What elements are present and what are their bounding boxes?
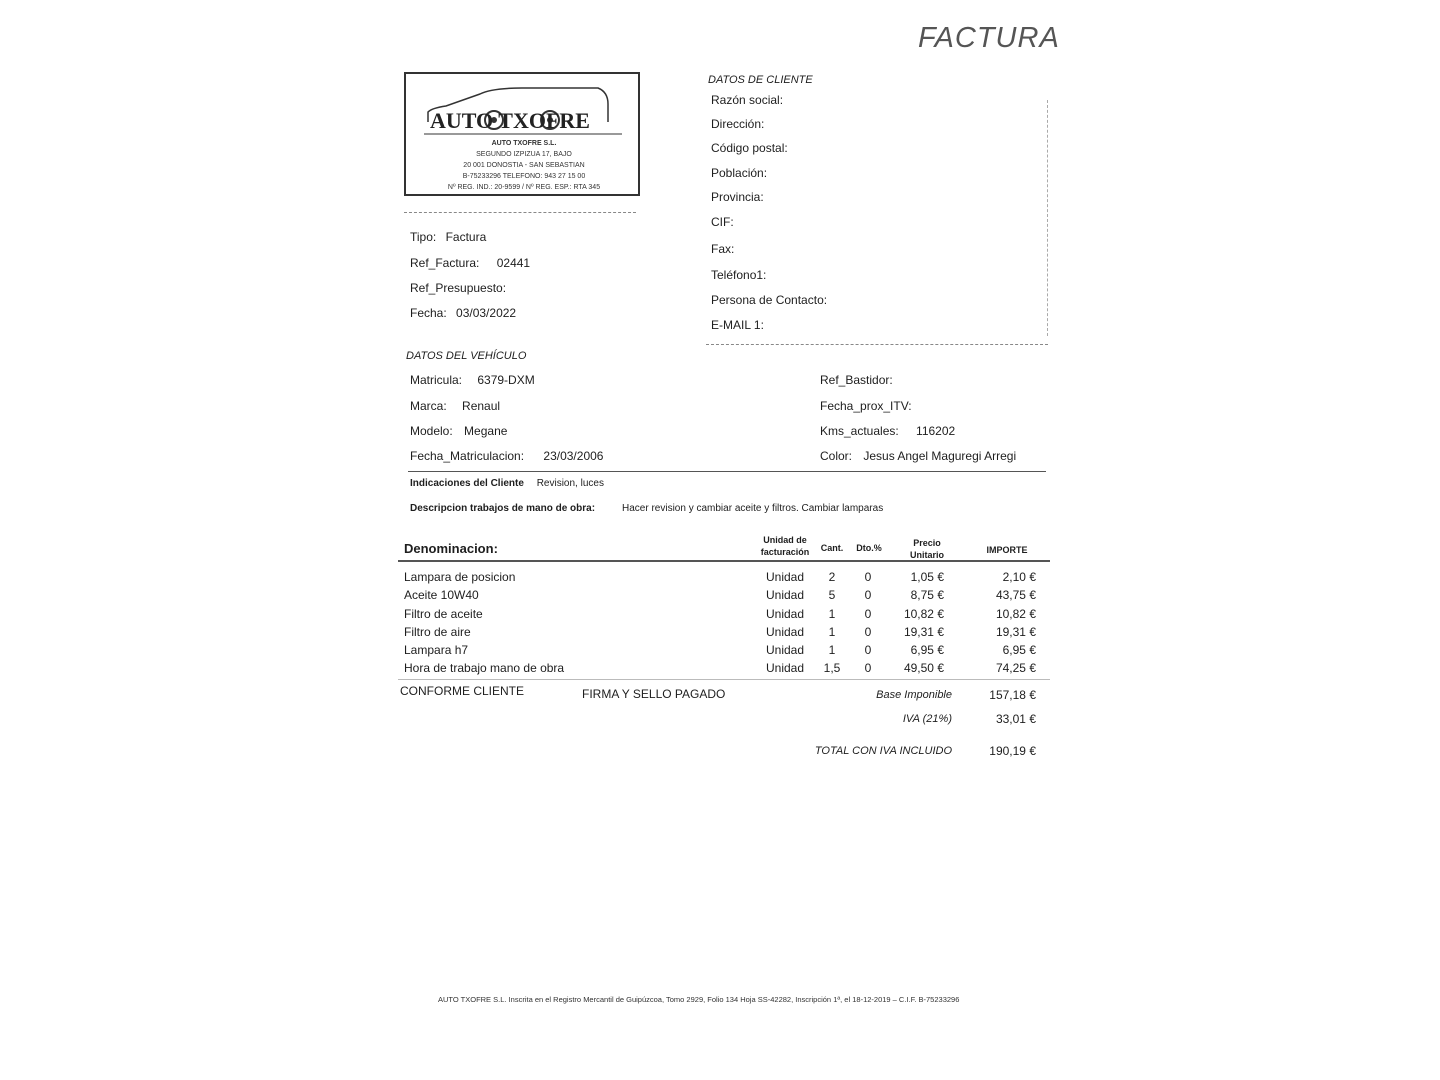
item-amount: 19,31 € [995,625,1036,639]
item-unit: Unidad [766,570,805,584]
modelo-value: Megane [464,424,508,438]
car-logo-icon [422,82,626,142]
client-heading: DATOS DE CLIENTE [708,74,813,86]
item-amount: 74,25 € [995,661,1036,675]
client-field-contacto: Persona de Contacto: [711,293,828,307]
client-field-poblacion: Población: [711,166,768,180]
item-qty: 1 [828,643,836,657]
item-dto: 0 [864,588,872,602]
item-name: Lampara h7 [404,643,469,657]
item-qty: 1 [828,607,836,621]
vehicle-color [820,449,1016,463]
item-qty: 2 [828,570,836,584]
header-denominacion: Denominacion: [404,541,498,556]
item-name: Aceite 10W40 [404,588,479,602]
client-box-bottom [706,344,1048,345]
marca-label: Marca: [410,399,447,413]
item-qty: 1,5 [823,661,841,675]
item-unit: Unidad [766,643,805,657]
item-name: Lampara de posicion [404,570,516,584]
item-price: 6,95 € [910,643,944,657]
invoice-ref-presupuesto: Ref_Presupuesto: [410,281,507,295]
item-dto: 0 [864,661,872,675]
item-amount: 6,95 € [1002,643,1036,657]
color-label: Color: [820,449,853,463]
color-value: Jesus Angel Maguregi Arregi [863,449,1017,463]
item-price: 8,75 € [910,588,944,602]
iva-value: 33,01 € [995,712,1036,726]
item-unit: Unidad [766,661,805,675]
header-precio-line2: Unitario [909,550,944,560]
conforme-cliente-label: CONFORME CLIENTE [400,684,525,698]
fecha-matriculacion-value: 23/03/2006 [543,449,604,463]
marca-value: Renaul [462,399,501,413]
table-row [0,570,1440,588]
item-name: Filtro de aceite [404,607,483,621]
item-price: 49,50 € [903,661,944,675]
base-imponible-value: 157,18 € [989,688,1036,702]
item-qty: 1 [828,625,836,639]
item-dto: 0 [864,643,872,657]
matricula-label: Matricula: [410,373,463,387]
vehicle-heading: DATOS DEL VEHÍCULO [406,350,527,362]
invoice-tipo [410,230,486,244]
header-precio-line1: Precio [913,538,941,548]
vehicle-fecha-matriculacion [410,449,603,463]
vehicle-kms [820,424,955,438]
company-logo-box [404,72,640,196]
matricula-value: 6379-DXM [477,373,535,387]
header-unidad [752,534,818,558]
vehicle-matricula [410,373,535,387]
company-city: 20 001 DONOSTIA - SAN SEBASTIAN [463,162,585,169]
indicaciones-value: Revision, luces [536,478,604,489]
ref-factura-value: 02441 [496,256,531,270]
item-dto: 0 [864,607,872,621]
divider [404,212,636,213]
legal-footer: AUTO TXOFRE S.L. Inscrita en el Registro Mercantil de Guipúzcoa, Tomo 2929, Folio 134 Hoja SS-42282, Inscripción 1ª, el 18-12-2019 – C.I.F. B-75233296 [438,995,960,1004]
item-price: 10,82 € [903,607,944,621]
firma-sello-label: FIRMA Y SELLO PAGADO [582,687,726,701]
vehicle-fecha-itv: Fecha_prox_ITV: [820,399,912,413]
client-box-edge [1047,100,1048,336]
base-imponible-label: Base Imponible [876,689,952,701]
vehicle-ref-bastidor: Ref_Bastidor: [820,373,893,387]
vehicle-modelo [410,424,507,438]
item-dto: 0 [864,570,872,584]
invoice-fecha [410,306,516,320]
tipo-value: Factura [445,230,487,244]
company-contact: B-75233296 TELEFONO: 943 27 15 00 [462,173,586,180]
client-field-email: E-MAIL 1: [711,318,764,332]
fecha-matriculacion-label: Fecha_Matriculacion: [410,449,525,463]
client-field-fax: Fax: [711,242,735,256]
document-title: FACTURA [918,22,1060,54]
header-importe: IMPORTE [986,545,1028,555]
header-unidad-line2: facturación [760,547,810,557]
company-registry: Nº REG. IND.: 20-9599 / Nº REG. ESP.: RTA 345 [447,184,601,191]
table-row [0,625,1440,643]
total-value: 190,19 € [989,744,1036,758]
fecha-value: 03/03/2022 [456,306,517,320]
table-bottom-rule [398,679,1050,680]
table-header-rule [398,560,1050,562]
descripcion-label: Descripcion trabajos de mano de obra: [410,503,596,514]
item-amount: 43,75 € [995,588,1036,602]
table-row [0,588,1440,606]
item-name: Hora de trabajo mano de obra [404,661,565,675]
total-label: TOTAL CON IVA INCLUIDO [814,745,952,757]
table-row [0,607,1440,625]
fecha-label: Fecha: [410,306,447,320]
logo-text: AUTO TXOFRE [430,108,590,133]
header-dto: Dto.% [856,543,882,553]
client-field-cif: CIF: [711,215,734,229]
item-price: 1,05 € [910,570,944,584]
item-unit: Unidad [766,588,805,602]
client-field-provincia: Provincia: [711,190,764,204]
header-unidad-line1: Unidad de [763,535,807,545]
indicaciones-label: Indicaciones del Cliente [410,478,524,489]
header-cant: Cant. [820,543,844,553]
vehicle-marca [410,399,500,413]
kms-value: 116202 [916,424,956,438]
client-field-direccion: Dirección: [711,117,765,131]
item-unit: Unidad [766,607,805,621]
item-price: 19,31 € [903,625,944,639]
company-address: SEGUNDO IZPIZUA 17, BAJO [476,151,572,158]
iva-label: IVA (21%) [902,713,952,725]
item-name: Filtro de aire [404,625,471,639]
client-field-telefono: Teléfono1: [711,268,767,282]
table-row [0,661,1440,679]
indicaciones [410,478,604,489]
modelo-label: Modelo: [410,424,453,438]
header-precio [900,537,954,561]
client-field-codigo-postal: Código postal: [711,141,788,155]
item-qty: 5 [828,588,836,602]
item-amount: 10,82 € [995,607,1036,621]
item-unit: Unidad [766,625,805,639]
client-field-razon-social: Razón social: [711,93,784,107]
item-amount: 2,10 € [1002,570,1036,584]
descripcion-value: Hacer revision y cambiar aceite y filtros. Cambiar lamparas [622,503,884,514]
invoice-ref-factura [410,256,530,270]
item-dto: 0 [864,625,872,639]
tipo-label: Tipo: [410,230,437,244]
kms-label: Kms_actuales: [820,424,899,438]
ref-factura-label: Ref_Factura: [410,256,480,270]
vehicle-divider [408,471,1046,472]
table-row [0,643,1440,661]
company-name: AUTO TXOFRE S.L. [491,140,557,147]
